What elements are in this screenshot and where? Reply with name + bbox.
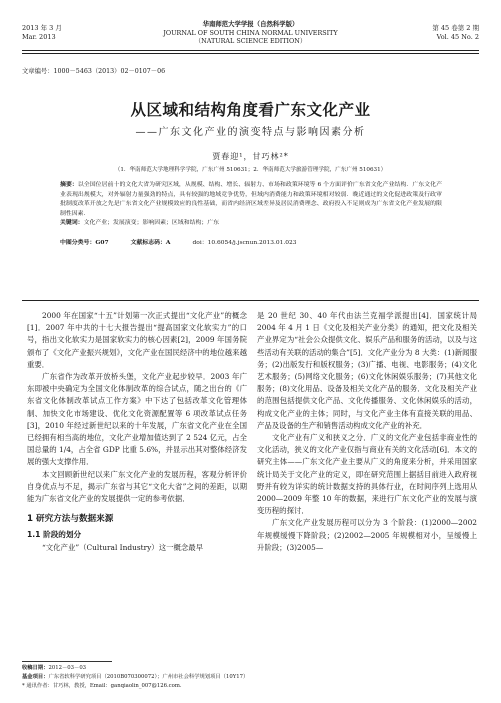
paragraph: 广东文化产业发展历程可以分为 3 个阶段：(1)2000—2002 年规模缓慢下降阶段；(2)2002—2005 年规模相对小，呈缓慢上升阶段；(3)2005— (257, 518, 477, 552)
running-header-center (120, 20, 381, 46)
author-affiliation: （1．华南师范大学地理科学学院，广东广州 510631；2．华南师范大学旅游管理学院，广东广州 510631） (114, 167, 387, 173)
paragraph: “文化产业”（Cultural Industry）这一概念最早 (42, 542, 204, 552)
journal-name-cn: 华南师范大学学报（自然科学版） (202, 20, 299, 28)
footnote-corresponding-author (22, 682, 482, 691)
footnotes (22, 664, 482, 691)
document-code: 文献标志码：A (130, 239, 171, 246)
abstract (60, 181, 442, 219)
abstract-label: 摘要： (60, 182, 78, 188)
abstract-rule (22, 300, 479, 301)
paragraph: 文化产业有广义和狭义之分．广义的文化产业包括非商业性的文化活动，狭义的文化产业仅指与商业有关的文化活动[6]．本文的研究主体——广东文化产业主要从广义的角度来分析，并采用国家统计局关于文化产业的定义，即在研究范围上据括目前进入政府视野并有较为详实的统计数据支持的具体行业，在时间序列上选用从 2000—2009 年整 10 年的数据，来进行广东文化产业的发展与演变历程的探讨． (257, 433, 477, 516)
header-issue-en: Vol. 45 No. 2 (436, 33, 479, 41)
abstract-block (60, 181, 442, 229)
paragraph: 是 20 世纪 30、40 年代由法兰克福学派提出[4]．国家统计局 2004 年 4 月 1 日《文化及相关产业分类》的通知，把文化及相关产业界定为“社会公众提供文化、娱乐产品和服务的活动，以及与这些活动有关联的活动的集合”[5]．文化产业分为 8 大类：(1)新闻服务；(2)出版发行和版权服务；(3)广播、电视、电影服务；(4)文化艺术服务；(5)网络文化服务；(6)文化休闲娱乐服务；(7)其他文化服务；(8)文化用品、设备及相关文化产品的服务．文化及相关产业的范围包括提供文化产品、文化传播服务、文化休闲娱乐的活动，构成文化产业的主体；同时，与文化产业主体有直接关联的用品、产品及设备的生产和销售活动构成文化产业的补充． (257, 311, 477, 430)
article-authors: 贾春迎¹，甘巧林²* (212, 152, 289, 161)
keywords-text: 文化产业；发展演变；影响因素；区域和结构；广东 (83, 220, 220, 227)
header-rule-bottom (22, 53, 479, 54)
header-date-cn: 2013 年 3 月 (22, 24, 62, 32)
section-heading: 1 研究方法与数据来源 (27, 514, 114, 525)
body-left-column (27, 310, 247, 554)
footnote-funding (22, 673, 482, 682)
clc-number: 中图分类号：G07 (60, 239, 109, 246)
classification-line (60, 237, 319, 246)
paragraph: 广东省作为改革开放桥头堡，文化产业起步较早．2003 年广东即被中央确定为全国文化体制改革的综合试点，随之出台的《广东省文化体制改革试点工作方案》中下达了包括改革文化管理体制、加快文化市场建设、优化文化资源配置等 6 项改革试点任务[3]，2010 年经过新世纪以来的十年发展，广东省文化产业在全国已经拥有相当高的地位，文化产业增加值达到了 2 524 亿元，占全国总量的 1/4，占全省 GDP 比重 5.6%，并显示出其对整体经济发展的强大支撑作用． (27, 372, 247, 467)
footnote-rule (22, 661, 112, 662)
doi: doi：10.6054/j.jscnun.2013.01.023 (192, 240, 297, 246)
abstract-text: 以全国位居前十的文化大省为研究区域，从规模、结构、增长、辐射力、市场和政策环境等 6 个方面评价广东省文化产业结构．广东文化产业表现出规模大，对外辐射力量强劲的特点，具有较强的地域竞争优势，但域内消费能力和政策环境相对较弱．晚近通过的文化促进政策及行政审批制度改革开放之先是广东省文化产业规模效应的良性基础，而省内经济区域差异及居民消费理念、政府投入不足则成为广东省文化产业发展的限制性因素． (60, 182, 443, 217)
paragraph: 2000 年在国家“十五”计划第一次正式提出“文化产业”的概念[1]．2007 年中共的十七大报告提出“提高国家文化软实力”的口号，指出文化软实力是国家软实力的核心因素[2]，2009 年国务院颁布了《文化产业振兴规划》，文化产业在国民经济中的地位越来越重要． (27, 311, 247, 369)
header-rule-top (22, 50, 479, 51)
article-number: 文章编号：1000－5463（2013）02－0107－06 (22, 68, 166, 75)
keywords (60, 219, 442, 229)
keywords-label: 关键词： (60, 220, 84, 227)
footnote-text: 广东省软科学研究项目（2010B070300072）；广州市社会科学规划项目（10Y17） (48, 674, 249, 680)
footnote-label: * 通讯作者： (22, 683, 53, 689)
paragraph: 本文回顾新世纪以来广东文化产业的发展历程，客观分析评价自身优点与不足，揭示广东省与其它“文化大省”之间的差距，以期能为广东省文化产业的发展提供一定的参考依据． (27, 469, 247, 504)
subsection-heading: 1.1 阶段的划分 (27, 530, 82, 540)
footnote-text: 甘巧林，教授，Email：ganqiaolin_007@126.com. (52, 683, 182, 689)
footnote-text: 2012－03－03 (48, 665, 87, 671)
header-issue-cn: 第 45 卷第 2 期 (432, 24, 479, 32)
journal-edition: （NATURAL SCIENCE EDITION） (194, 37, 307, 46)
header-date-en: Mar. 2013 (22, 33, 56, 41)
footnote-received (22, 664, 482, 673)
journal-name-en: JOURNAL OF SOUTH CHINA NORMAL UNIVERSITY (163, 28, 338, 37)
running-header-left (22, 24, 62, 42)
footnote-label: 基金项目： (22, 674, 49, 680)
article-subtitle: ——广东文化产业的演变特点与影响因素分析 (135, 127, 366, 138)
footnote-label: 收稿日期： (22, 665, 49, 671)
article-title: 从区域和结构角度看广东文化产业 (130, 101, 371, 119)
running-header-right (432, 24, 479, 42)
body-right-column (257, 310, 477, 554)
